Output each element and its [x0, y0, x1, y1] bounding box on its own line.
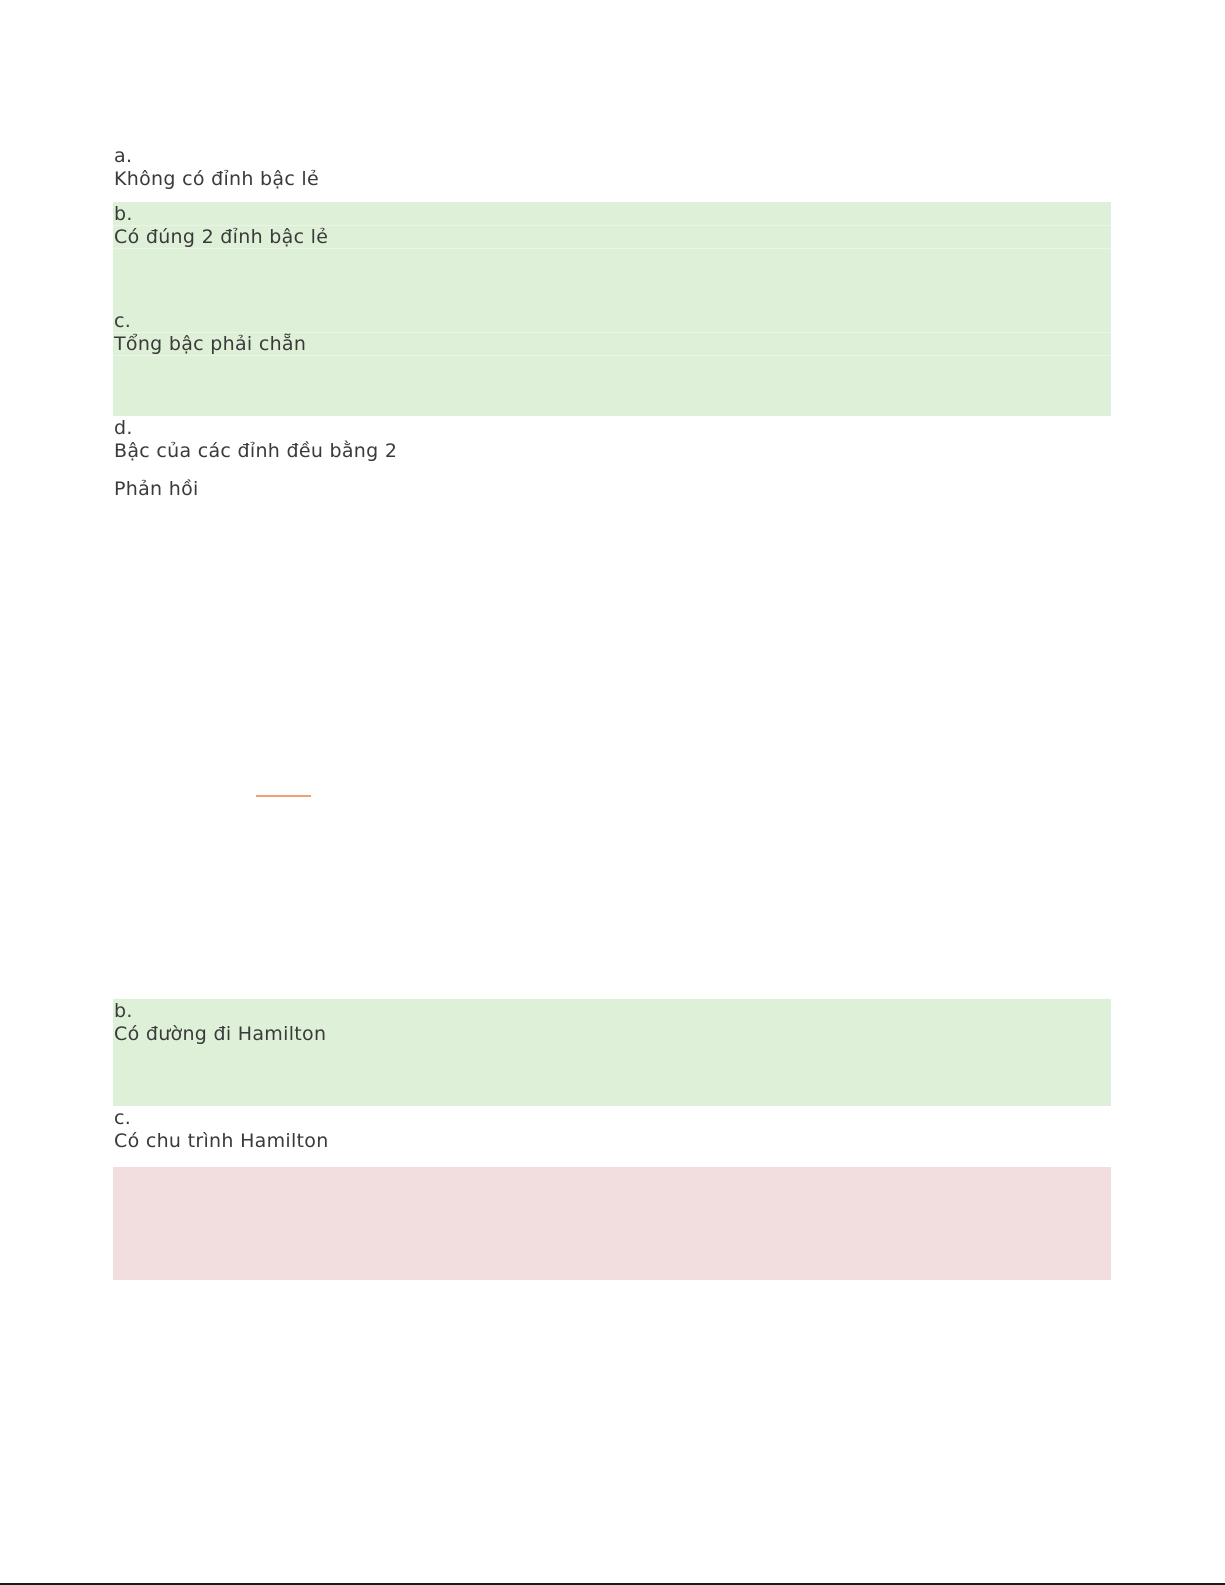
- option-b-text[interactable]: Có đường đi Hamilton: [114, 1023, 327, 1045]
- correct-answer-highlight: [113, 999, 1111, 1106]
- accent-divider: [256, 795, 311, 797]
- incorrect-feedback-box: [113, 1167, 1111, 1280]
- option-b-letter: b.: [114, 1000, 133, 1022]
- option-a-text[interactable]: Không có đỉnh bậc lẻ: [114, 168, 319, 190]
- option-b-letter: b.: [114, 203, 133, 225]
- option-d-text[interactable]: Bậc của các đỉnh đều bằng 2: [114, 440, 398, 462]
- option-c-text[interactable]: Tổng bậc phải chẵn: [114, 333, 307, 355]
- option-c-letter: c.: [114, 1107, 132, 1129]
- option-c-letter: c.: [114, 310, 132, 332]
- option-c-text[interactable]: Có chu trình Hamilton: [114, 1130, 329, 1152]
- feedback-label: Phản hồi: [114, 478, 199, 500]
- option-b-text[interactable]: Có đúng 2 đỉnh bậc lẻ: [114, 226, 329, 248]
- option-d-letter: d.: [114, 417, 133, 439]
- option-a-letter: a.: [114, 145, 133, 167]
